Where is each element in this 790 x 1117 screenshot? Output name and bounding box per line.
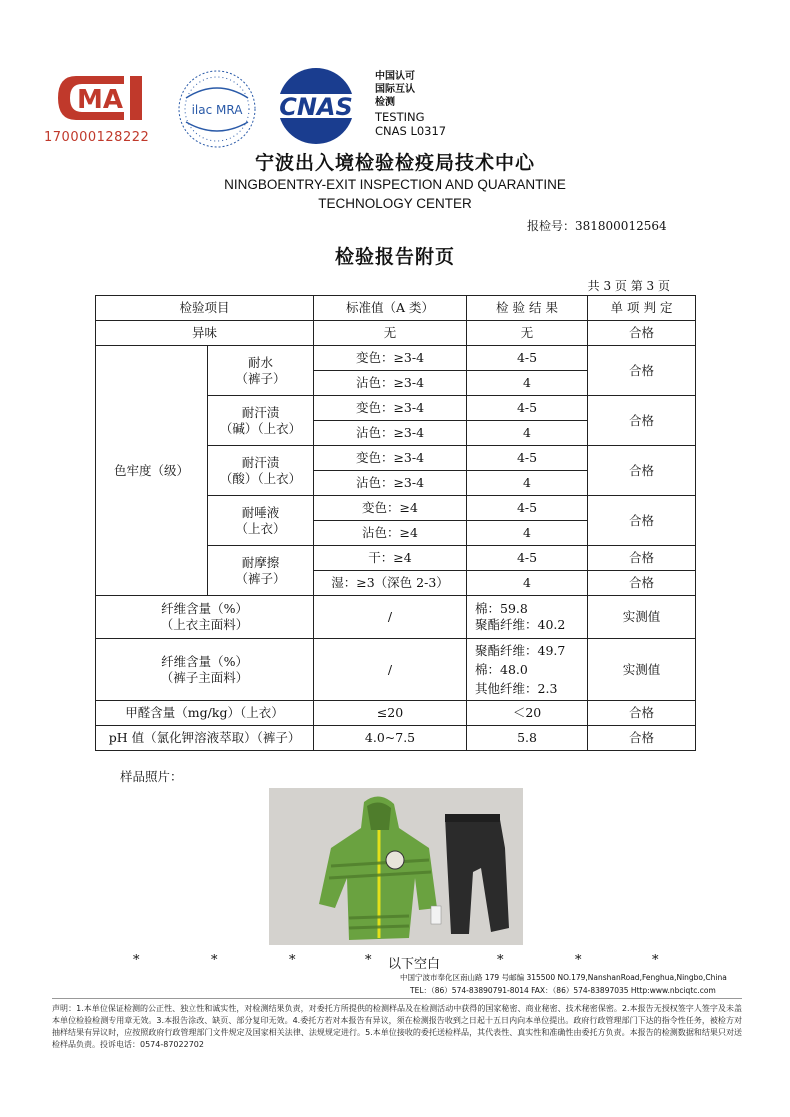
odor-item: 异味 — [96, 321, 314, 346]
svg-text:MA: MA — [77, 85, 123, 115]
header-item: 检验项目 — [96, 296, 314, 321]
fiber-top-results — [467, 596, 588, 639]
fiber-pants-results — [467, 639, 588, 701]
item-line: （上衣主面料） — [160, 617, 249, 632]
table-row-formaldehyde — [96, 701, 696, 726]
standard-cell: 沾色：≥3-4 — [314, 471, 467, 496]
page-count: 共 3 页 第 3 页 — [587, 279, 670, 293]
sample-photo — [269, 788, 523, 945]
formaldehyde-item: 甲醛含量（mg/kg）（上衣） — [96, 701, 314, 726]
odor-result: 无 — [467, 321, 588, 346]
organization-name-en-line2: TECHNOLOGY CENTER — [318, 196, 472, 211]
subitem-part: （裤子） — [235, 370, 286, 386]
verdict-cell: 合格 — [588, 546, 696, 571]
cnas-en-line: CNAS L0317 — [375, 124, 447, 138]
subitem-part: （裤子） — [235, 570, 286, 586]
result-cell: 4 — [467, 521, 588, 546]
fiber-top-item — [96, 596, 314, 639]
standard-cell: 沾色：≥4 — [314, 521, 467, 546]
blank-star: * — [289, 953, 296, 968]
footer-contact: TEL：（86）574-83890791-8014 FAX：（86）574-83897035 Http:www.nbciqtc.com — [410, 986, 716, 995]
fiber-top-verdict: 实测值 — [588, 596, 696, 639]
standard-cell: 变色：≥3-4 — [314, 346, 467, 371]
fiber-top-standard: / — [314, 596, 467, 639]
svg-text:ilac MRA: ilac MRA — [191, 103, 243, 117]
results-table — [95, 295, 696, 751]
standard-cell: 湿：≥3（深色 2-3） — [314, 571, 467, 596]
result-cell: 4 — [467, 471, 588, 496]
footer-disclaimer: 声明：1.本单位保证检测的公正性、独立性和诚实性，对检测结果负责，对委托方所提供的检测样品及在检测活动中获得的国家秘密、商业秘密、技术秘密保密。2.本报告无授权签字人签字及未盖本单位检验检测专用章无效。3.本报告涂改、缺页、部分复印无效。4.委托方若对本报告有异议，须在检测报告收到之日起十五日内向本单位提出。政府行政管理部门下达的指令性任务，被检方对抽样结果有异议时，应按照政府行政管理部门文件规定及国家相关法律、法规规定进行。5.本单位接收的委托送检样品，其代表性、真实性和准确性由委托方负责。本报告的检测数据和结果只对送检样品负责。投诉电话：0574-87022702 — [52, 1004, 742, 1049]
colorfastness-subitem — [208, 496, 314, 546]
cnas-cn-line: 检测 — [375, 97, 395, 108]
formaldehyde-verdict: 合格 — [588, 701, 696, 726]
table-row-odor — [96, 321, 696, 346]
result-cell: 4-5 — [467, 346, 588, 371]
organization-name-en-line1: NINGBOENTRY-EXIT INSPECTION AND QUARANTINE — [224, 177, 566, 192]
blank-star: * — [497, 953, 504, 968]
blank-star: * — [133, 953, 140, 968]
subitem-name: 耐水 — [248, 354, 274, 370]
cnas-cn-text — [375, 70, 415, 109]
sample-photo-label: 样品照片： — [120, 769, 183, 784]
result-line: 聚酯纤维：40.2 — [475, 617, 566, 632]
cnas-cn-line: 国际互认 — [375, 84, 415, 95]
blank-star: * — [365, 953, 372, 968]
result-cell: 4-5 — [467, 446, 588, 471]
colorfastness-subitem — [208, 346, 314, 396]
subitem-name: 耐唾液 — [241, 504, 280, 520]
blank-star: * — [575, 953, 582, 968]
blank-star: * — [211, 953, 218, 968]
cnas-en-text — [375, 110, 446, 138]
odor-standard: 无 — [314, 321, 467, 346]
odor-verdict: 合格 — [588, 321, 696, 346]
formaldehyde-result: ＜20 — [467, 701, 588, 726]
verdict-cell: 合格 — [588, 571, 696, 596]
fiber-pants-item — [96, 639, 314, 701]
header-result: 检 验 结 果 — [467, 296, 588, 321]
header-standard: 标准值（A 类） — [314, 296, 467, 321]
subitem-name: 耐汗渍 — [241, 454, 280, 470]
fiber-pants-verdict: 实测值 — [588, 639, 696, 701]
organization-name-cn: 宁波出入境检验检疫局技术中心 — [254, 152, 535, 174]
fiber-pants-standard: / — [314, 639, 467, 701]
standard-cell: 变色：≥3-4 — [314, 446, 467, 471]
blank-star: * — [652, 953, 659, 968]
item-line: （裤子主面料） — [160, 669, 249, 685]
result-cell: 4-5 — [467, 396, 588, 421]
standard-cell: 变色：≥4 — [314, 496, 467, 521]
table-row-fiber-pants — [96, 639, 696, 701]
cnas-cn-line: 中国认可 — [375, 71, 415, 82]
colorfastness-label: 色牢度（级） — [96, 346, 208, 596]
result-line: 聚酯纤维：49.7 — [475, 643, 566, 658]
result-cell: 4 — [467, 571, 588, 596]
standard-cell: 沾色：≥3-4 — [314, 421, 467, 446]
cma-number: 170000128222 — [44, 130, 150, 145]
result-cell: 4 — [467, 421, 588, 446]
colorfastness-subitem — [208, 546, 314, 596]
ph-standard: 4.0~7.5 — [314, 726, 467, 751]
standard-cell: 沾色：≥3-4 — [314, 371, 467, 396]
table-row-fiber-top — [96, 596, 696, 639]
cma-logo — [52, 70, 148, 126]
verdict-cell: 合格 — [588, 346, 696, 396]
blank-text: 以下空白 — [388, 957, 441, 972]
item-line: 纤维含量（%） — [161, 653, 248, 669]
colorfastness-subitem — [208, 396, 314, 446]
colorfastness-subitem — [208, 446, 314, 496]
subitem-part: （酸）（上衣） — [219, 470, 302, 486]
table-row-ph — [96, 726, 696, 751]
ph-item: pH 值（氯化钾溶液萃取）（裤子） — [96, 726, 314, 751]
footer-divider — [52, 998, 742, 999]
standard-cell: 变色：≥3-4 — [314, 396, 467, 421]
result-cell: 4 — [467, 371, 588, 396]
table-row — [96, 346, 696, 371]
verdict-cell: 合格 — [588, 496, 696, 546]
svg-text:CNAS: CNAS — [279, 93, 353, 121]
subitem-name: 耐摩擦 — [241, 554, 280, 570]
verdict-cell: 合格 — [588, 446, 696, 496]
subitem-part: （上衣） — [235, 520, 286, 536]
subitem-name: 耐汗渍 — [241, 404, 280, 420]
result-line: 其他纤维：2.3 — [475, 681, 558, 696]
subitem-part: （碱）（上衣） — [219, 420, 302, 436]
verdict-cell: 合格 — [588, 396, 696, 446]
result-cell: 4-5 — [467, 496, 588, 521]
standard-cell: 干：≥4 — [314, 546, 467, 571]
ph-verdict: 合格 — [588, 726, 696, 751]
report-number: 报检号：381800012564 — [527, 219, 667, 233]
cnas-logo — [262, 66, 370, 146]
table-header-row — [96, 296, 696, 321]
page-title: 检验报告附页 — [334, 246, 455, 268]
result-cell: 4-5 — [467, 546, 588, 571]
header-verdict: 单 项 判 定 — [588, 296, 696, 321]
ph-result: 5.8 — [467, 726, 588, 751]
formaldehyde-standard: ≤20 — [314, 701, 467, 726]
ilac-mra-logo — [176, 68, 258, 150]
result-line: 棉：59.8 — [475, 601, 528, 616]
footer-address: 中国宁波市奉化区南山路 179 号邮编 315500 NO.179,NanshanRoad,Fenghua,Ningbo,China — [400, 973, 727, 982]
cnas-en-line: TESTING — [375, 110, 425, 124]
result-line: 棉：48.0 — [475, 662, 528, 677]
item-line: 纤维含量（%） — [161, 601, 248, 616]
